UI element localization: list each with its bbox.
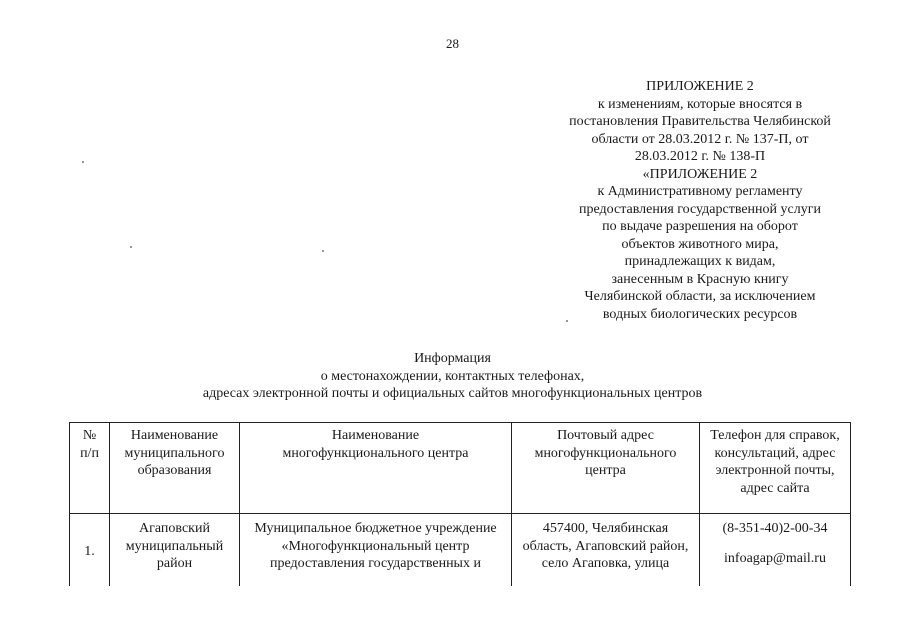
appendix-line: занесенным в Красную книгу xyxy=(611,271,789,287)
row-phone: (8-351-40)2-00-34 xyxy=(722,521,828,536)
header-postal-address: Почтовый адрес многофункционального центра xyxy=(512,423,700,514)
table-header-row xyxy=(70,423,851,514)
info-heading-line: Информация xyxy=(414,351,491,366)
scan-speck xyxy=(130,246,132,248)
row-number: 1. xyxy=(70,514,110,591)
row-center-name: Муниципальное бюджетное учреждение «Многофункциональный центр предоставления государственных и xyxy=(240,514,512,591)
table-row xyxy=(70,514,851,591)
mfc-table xyxy=(69,422,851,591)
scan-speck xyxy=(322,250,324,252)
appendix-line: к Административному регламенту xyxy=(597,184,803,199)
appendix-header xyxy=(520,78,880,323)
header-number: № п/п xyxy=(70,423,110,514)
appendix-line: Челябинской области, за исключением xyxy=(584,289,816,304)
row-municipality: Агаповский муниципальный район xyxy=(110,514,240,591)
scan-speck xyxy=(82,161,84,163)
row-email: infoagap@mail.ru xyxy=(724,550,826,566)
row-contacts xyxy=(700,514,851,591)
appendix-line: объектов животного мира, xyxy=(621,236,779,252)
appendix-line: принадлежащих к видам, xyxy=(624,254,776,269)
appendix-line: по выдаче разрешения на оборот xyxy=(602,219,798,234)
header-contacts: Телефон для справок, консультаций, адрес электронной почты, адрес сайта xyxy=(700,423,851,514)
appendix-line: области от 28.03.2012 г. № 137-П, от xyxy=(591,131,809,147)
appendix-line: ПРИЛОЖЕНИЕ 2 xyxy=(646,79,754,94)
page-cut-off xyxy=(0,586,905,640)
header-municipality: Наименование муниципального образования xyxy=(110,423,240,514)
appendix-line: 28.03.2012 г. № 138-П xyxy=(634,149,766,164)
scan-speck xyxy=(566,320,568,322)
appendix-line: «ПРИЛОЖЕНИЕ 2 xyxy=(642,166,758,182)
page-number: 28 xyxy=(446,36,459,51)
info-heading-line: о местонахождении, контактных телефонах, xyxy=(320,368,585,384)
info-heading-line: адресах электронной почты и официальных сайтов многофункциональных центров xyxy=(202,386,703,401)
row-postal-address: 457400, Челябинская область, Агаповский район, село Агаповка, улица xyxy=(512,514,700,591)
appendix-line: водных биологических ресурсов xyxy=(602,306,798,322)
appendix-line: постановления Правительства Челябинской xyxy=(569,114,831,129)
information-heading xyxy=(0,350,905,403)
appendix-line: предоставления государственной услуги xyxy=(579,201,821,217)
appendix-line: к изменениям, которые вносятся в xyxy=(597,96,803,112)
header-center-name: Наименование многофункционального центра xyxy=(240,423,512,514)
